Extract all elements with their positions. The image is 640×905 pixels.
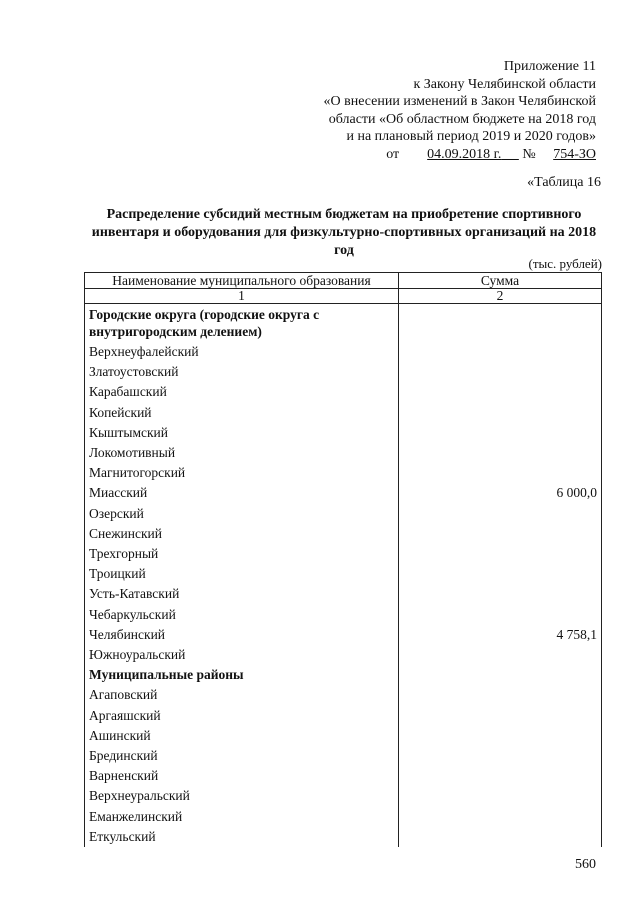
table-header-row bbox=[85, 273, 602, 289]
document-header bbox=[324, 58, 597, 164]
subsidy-amount bbox=[399, 304, 602, 343]
subsidy-amount bbox=[399, 544, 602, 564]
subsidy-amount bbox=[399, 786, 602, 806]
municipality-name: Златоустовский bbox=[85, 362, 399, 382]
subsidy-amount bbox=[399, 807, 602, 827]
header-line: области «Об областном бюджете на 2018 год bbox=[328, 111, 596, 127]
municipality-name: Чебаркульский bbox=[85, 605, 399, 625]
municipality-name: Варненский bbox=[85, 766, 399, 786]
law-date: 04.09.2018 г. bbox=[427, 146, 502, 162]
municipality-name: Усть-Катавский bbox=[85, 584, 399, 604]
subsidy-amount bbox=[399, 746, 602, 766]
table-row bbox=[85, 423, 602, 443]
municipality-name: Южноуральский bbox=[85, 645, 399, 665]
municipality-name: Агаповский bbox=[85, 685, 399, 705]
municipality-name: Миасский bbox=[85, 483, 399, 503]
municipality-name: Копейский bbox=[85, 403, 399, 423]
law-number: 754-ЗО bbox=[553, 146, 596, 162]
column-number: 1 bbox=[85, 289, 399, 304]
column-number-row bbox=[85, 289, 602, 304]
subsidy-amount bbox=[399, 564, 602, 584]
table-row bbox=[85, 605, 602, 625]
subsidy-amount bbox=[399, 584, 602, 604]
subsidy-amount bbox=[399, 443, 602, 463]
table-row bbox=[85, 504, 602, 524]
municipality-name: Брединский bbox=[85, 746, 399, 766]
subsidy-amount bbox=[399, 423, 602, 443]
law-date-line bbox=[324, 146, 597, 164]
subsidy-amount bbox=[399, 504, 602, 524]
table-row bbox=[85, 584, 602, 604]
subsidy-amount bbox=[399, 685, 602, 705]
number-sign: № bbox=[522, 146, 536, 162]
table-row bbox=[85, 524, 602, 544]
table-row bbox=[85, 342, 602, 362]
table-row bbox=[85, 766, 602, 786]
municipality-name: Кыштымский bbox=[85, 423, 399, 443]
subsidy-amount bbox=[399, 645, 602, 665]
column-header-sum: Сумма bbox=[399, 273, 602, 289]
table-row bbox=[85, 746, 602, 766]
table-row bbox=[85, 382, 602, 402]
municipality-name: Верхнеуфалейский bbox=[85, 342, 399, 362]
municipality-name: Троицкий bbox=[85, 564, 399, 584]
subsidy-amount bbox=[399, 766, 602, 786]
subsidy-amount bbox=[399, 382, 602, 402]
table-group-row bbox=[85, 665, 602, 685]
table-row bbox=[85, 685, 602, 705]
table-row bbox=[85, 706, 602, 726]
municipality-name: Карабашский bbox=[85, 382, 399, 402]
municipality-name: Озерский bbox=[85, 504, 399, 524]
municipality-name: Еманжелинский bbox=[85, 807, 399, 827]
table-row bbox=[85, 463, 602, 483]
subsidy-amount bbox=[399, 463, 602, 483]
header-line: Приложение 11 bbox=[503, 59, 596, 74]
subsidy-amount bbox=[399, 605, 602, 625]
table-row bbox=[85, 483, 602, 503]
subsidy-amount bbox=[399, 342, 602, 362]
date-prefix: от bbox=[386, 146, 400, 162]
municipality-name: Еткульский bbox=[85, 827, 399, 847]
header-line: и на плановый период 2019 и 2020 годов» bbox=[346, 129, 596, 145]
header-line: к Закону Челябинской области bbox=[413, 76, 596, 92]
subsidy-amount bbox=[399, 665, 602, 685]
municipality-name: Верхнеуральский bbox=[85, 786, 399, 806]
municipality-name: Магнитогорский bbox=[85, 463, 399, 483]
table-label: «Таблица 16 bbox=[527, 175, 601, 190]
table-row bbox=[85, 807, 602, 827]
table-body bbox=[85, 304, 602, 848]
document-title: Распределение субсидий местным бюджетам на приобретение спортивного инвентаря и оборудования для физкультурно-спортивных организаций на 2018 год bbox=[91, 207, 597, 258]
municipality-name: Аргаяшский bbox=[85, 706, 399, 726]
table-row bbox=[85, 827, 602, 847]
subsidy-amount bbox=[399, 362, 602, 382]
page-number: 560 bbox=[575, 857, 596, 872]
table-row bbox=[85, 645, 602, 665]
subsidy-amount bbox=[399, 403, 602, 423]
subsidy-amount bbox=[399, 706, 602, 726]
municipality-name: Снежинский bbox=[85, 524, 399, 544]
table-row bbox=[85, 544, 602, 564]
subsidy-amount bbox=[399, 524, 602, 544]
column-header-name: Наименование муниципального образования bbox=[85, 273, 399, 289]
table-row bbox=[85, 362, 602, 382]
subsidy-table bbox=[84, 272, 602, 847]
municipality-name: Локомотивный bbox=[85, 443, 399, 463]
table-row bbox=[85, 564, 602, 584]
table-row bbox=[85, 726, 602, 746]
subsidy-amount: 6 000,0 bbox=[399, 483, 602, 503]
table-row bbox=[85, 786, 602, 806]
municipality-name: Трехгорный bbox=[85, 544, 399, 564]
header-line: «О внесении изменений в Закон Челябинской bbox=[323, 94, 596, 110]
table-row bbox=[85, 625, 602, 645]
table-row bbox=[85, 403, 602, 423]
municipality-name: Городские округа (городские округа с внутригородским делением) bbox=[85, 304, 399, 343]
table-row bbox=[85, 443, 602, 463]
municipality-name: Ашинский bbox=[85, 726, 399, 746]
municipality-name: Челябинский bbox=[85, 625, 399, 645]
subsidy-amount bbox=[399, 827, 602, 847]
units-label: (тыс. рублей) bbox=[528, 256, 602, 271]
subsidy-amount: 4 758,1 bbox=[399, 625, 602, 645]
table-group-row bbox=[85, 304, 602, 343]
subsidy-amount bbox=[399, 726, 602, 746]
column-number: 2 bbox=[399, 289, 602, 304]
municipality-name: Муниципальные районы bbox=[85, 665, 399, 685]
